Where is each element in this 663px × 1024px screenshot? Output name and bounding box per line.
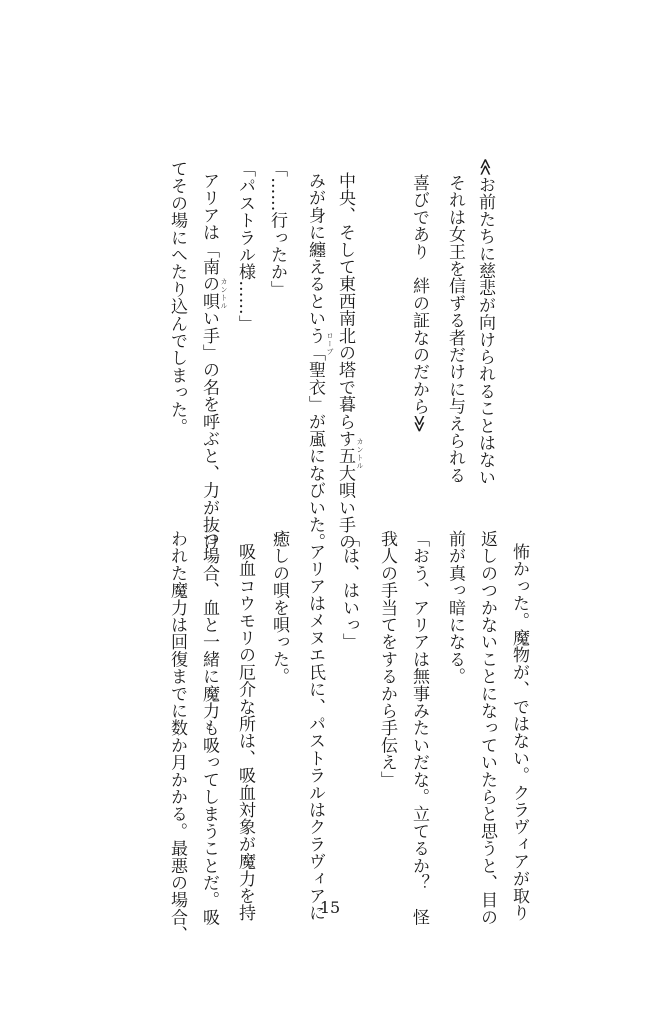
dialogue-column: 「おう、アリアは無事みたいだな。立てるか？ 怪 (409, 530, 429, 926)
text-column: 怖かった。魔物が、ではない。クラヴィアが取り (509, 543, 529, 922)
dialogue-column: 我人の手当てをするから手伝え」 (377, 530, 397, 788)
text-column: つ場合、血と一緒に魔力も吸ってしまうことだ。吸 (199, 530, 219, 926)
text-column: アリアはメヌエ氏に、パストラルはクラヴィアに (305, 543, 325, 922)
text-column: 癒しの唄を唄った。 (269, 530, 289, 685)
text-column: みが身に纏えるという「聖衣」が颪になびいた。 (305, 172, 325, 551)
ruby-robe: ローブ (326, 332, 334, 356)
ruby-cantor: カントル (356, 438, 364, 470)
dialogue-column: 「は、はいっ」 (339, 530, 359, 651)
text-column: てその場にへたり込んでしまった。 (167, 160, 187, 436)
text-column: われた魔力は回復までに数か月かかる。最悪の場合、 (167, 530, 187, 943)
text-column: アリアは「南の唄い手」の名を呼ぶと、力が抜け (199, 172, 219, 551)
text-column: それは女王を信ずる者だけに与えられる (445, 174, 465, 484)
text-column: 返しのつかないことになっていたらと思うと、目の (477, 530, 497, 926)
page-number: 15 (319, 898, 341, 917)
dialogue-column: 「パストラル様……」 (235, 160, 255, 332)
ruby-cantor: カントル (220, 278, 228, 310)
text-column: 前が真っ暗になる。 (445, 530, 465, 685)
text-column: 吸血コウモリの厄介な所は、吸血対象が魔力を持 (235, 543, 255, 922)
text-column: ≪お前たちに慈悲が向けられることはない (475, 158, 495, 486)
dialogue-column: 「……行ったか」 (267, 160, 287, 298)
text-column: 喜びであり 絆の証なのだから≫ (409, 174, 429, 433)
text-column: 中央、そして東西南北の塔で暮らす五大唄い手の (335, 172, 355, 551)
